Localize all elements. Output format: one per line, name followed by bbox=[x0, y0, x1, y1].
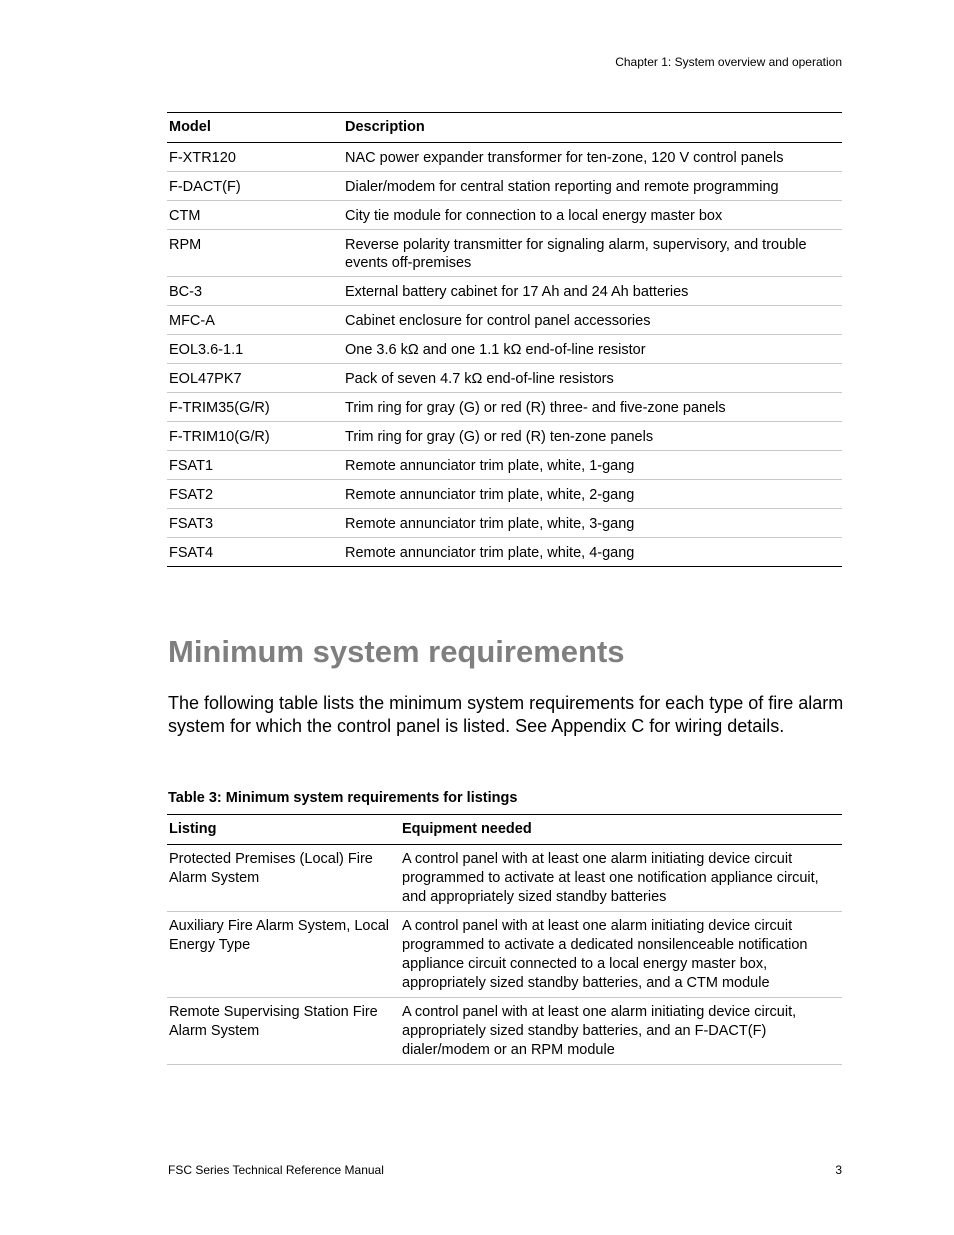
model-row bbox=[167, 277, 842, 306]
model-row-key-cell: FSAT1 bbox=[167, 451, 343, 480]
model-row-key-cell: EOL47PK7 bbox=[167, 364, 343, 393]
model-row-value-cell: External battery cabinet for 17 Ah and 24 Ah batteries bbox=[343, 277, 842, 306]
model-row-key-cell: EOL3.6-1.1 bbox=[167, 335, 343, 364]
model-row-key-cell: RPM bbox=[167, 230, 343, 277]
model-row-key-cell: MFC-A bbox=[167, 306, 343, 335]
model-row-key-cell: F-TRIM35(G/R) bbox=[167, 393, 343, 422]
model-row bbox=[167, 201, 842, 230]
model-row-value-cell: Reverse polarity transmitter for signaling alarm, supervisory, and trouble events off-premises bbox=[343, 230, 842, 277]
model-row-value-cell: Dialer/modem for central station reporting and remote programming bbox=[343, 172, 842, 201]
page-header-chapter: Chapter 1: System overview and operation bbox=[615, 55, 842, 69]
model-row-key-cell: F-DACT(F) bbox=[167, 172, 343, 201]
description-column-header: Description bbox=[343, 113, 842, 143]
model-row-value-cell: Pack of seven 4.7 kΩ end-of-line resistors bbox=[343, 364, 842, 393]
model-row bbox=[167, 335, 842, 364]
intro-paragraph: The following table lists the minimum system requirements for each type of fire alarm system for which the control panel is listed. See Appendix C for wiring details. bbox=[168, 693, 844, 736]
model-row-value-cell: City tie module for connection to a local energy master box bbox=[343, 201, 842, 230]
model-row-value-cell: Remote annunciator trim plate, white, 3-gang bbox=[343, 509, 842, 538]
listing-row-value-cell: A control panel with at least one alarm initiating device circuit, appropriately sized standby batteries, and an F-DACT(F) dialer/modem or an RPM module bbox=[402, 1004, 797, 1058]
footer-page-number: 3 bbox=[835, 1163, 842, 1177]
model-row bbox=[167, 172, 842, 201]
model-row-key-cell: F-TRIM10(G/R) bbox=[167, 422, 343, 451]
model-row bbox=[167, 364, 842, 393]
model-row-value-cell: Cabinet enclosure for control panel accessories bbox=[343, 306, 842, 335]
model-table bbox=[167, 112, 842, 567]
model-row bbox=[167, 451, 842, 480]
listing-row bbox=[167, 845, 842, 912]
listing-row-value-cell: A control panel with at least one alarm initiating device circuit programmed to activate at least one notification appliance circuit, and appropriately sized standby batteries bbox=[400, 845, 842, 912]
model-row bbox=[167, 538, 842, 567]
model-row bbox=[167, 480, 842, 509]
listing-row-value-cell: A control panel with at least one alarm initiating device circuit programmed to activate a dedicated nonsilenceable notification appliance circuit connected to a local energy master box, appropriately sized standby batteries, and a CTM module bbox=[400, 912, 842, 998]
listing-row bbox=[167, 912, 842, 998]
model-row-value-cell: NAC power expander transformer for ten-zone, 120 V control panels bbox=[343, 143, 842, 172]
model-row-key-cell: FSAT3 bbox=[167, 509, 343, 538]
listing-row-key-cell: Auxiliary Fire Alarm System, Local Energy Type bbox=[167, 912, 400, 998]
model-row-key-cell: BC-3 bbox=[167, 277, 343, 306]
model-row bbox=[167, 422, 842, 451]
listing-table bbox=[167, 814, 842, 1065]
model-row bbox=[167, 143, 842, 172]
model-row-value-cell: One 3.6 kΩ and one 1.1 kΩ end-of-line resistor bbox=[343, 335, 842, 364]
model-row bbox=[167, 509, 842, 538]
model-row-value-cell: Trim ring for gray (G) or red (R) ten-zone panels bbox=[343, 422, 842, 451]
listing-row bbox=[167, 998, 842, 1065]
model-row-value-cell: Remote annunciator trim plate, white, 2-gang bbox=[343, 480, 842, 509]
model-row bbox=[167, 306, 842, 335]
model-row-key-cell: FSAT4 bbox=[169, 545, 214, 561]
listing-row-key-cell: Protected Premises (Local) Fire Alarm System bbox=[167, 845, 400, 912]
model-table-header-row bbox=[167, 113, 842, 143]
equipment-column-header: Equipment needed bbox=[400, 815, 842, 845]
table-caption: Table 3: Minimum system requirements for listings bbox=[168, 790, 518, 806]
model-row-key-cell: FSAT2 bbox=[167, 480, 343, 509]
section-title: Minimum system requirements bbox=[168, 634, 625, 669]
footer-manual-title: FSC Series Technical Reference Manual bbox=[168, 1163, 384, 1177]
model-row-value-cell: Remote annunciator trim plate, white, 4-gang bbox=[345, 545, 635, 561]
listing-row-key-cell: Remote Supervising Station Fire Alarm System bbox=[169, 1004, 378, 1039]
model-row-key-cell: F-XTR120 bbox=[167, 143, 343, 172]
model-column-header: Model bbox=[167, 113, 343, 143]
model-row bbox=[167, 230, 842, 277]
listing-column-header: Listing bbox=[167, 815, 400, 845]
model-row bbox=[167, 393, 842, 422]
model-row-key-cell: CTM bbox=[167, 201, 343, 230]
listing-table-header-row bbox=[167, 815, 842, 845]
model-row-value-cell: Remote annunciator trim plate, white, 1-gang bbox=[343, 451, 842, 480]
model-row-value-cell: Trim ring for gray (G) or red (R) three- and five-zone panels bbox=[343, 393, 842, 422]
